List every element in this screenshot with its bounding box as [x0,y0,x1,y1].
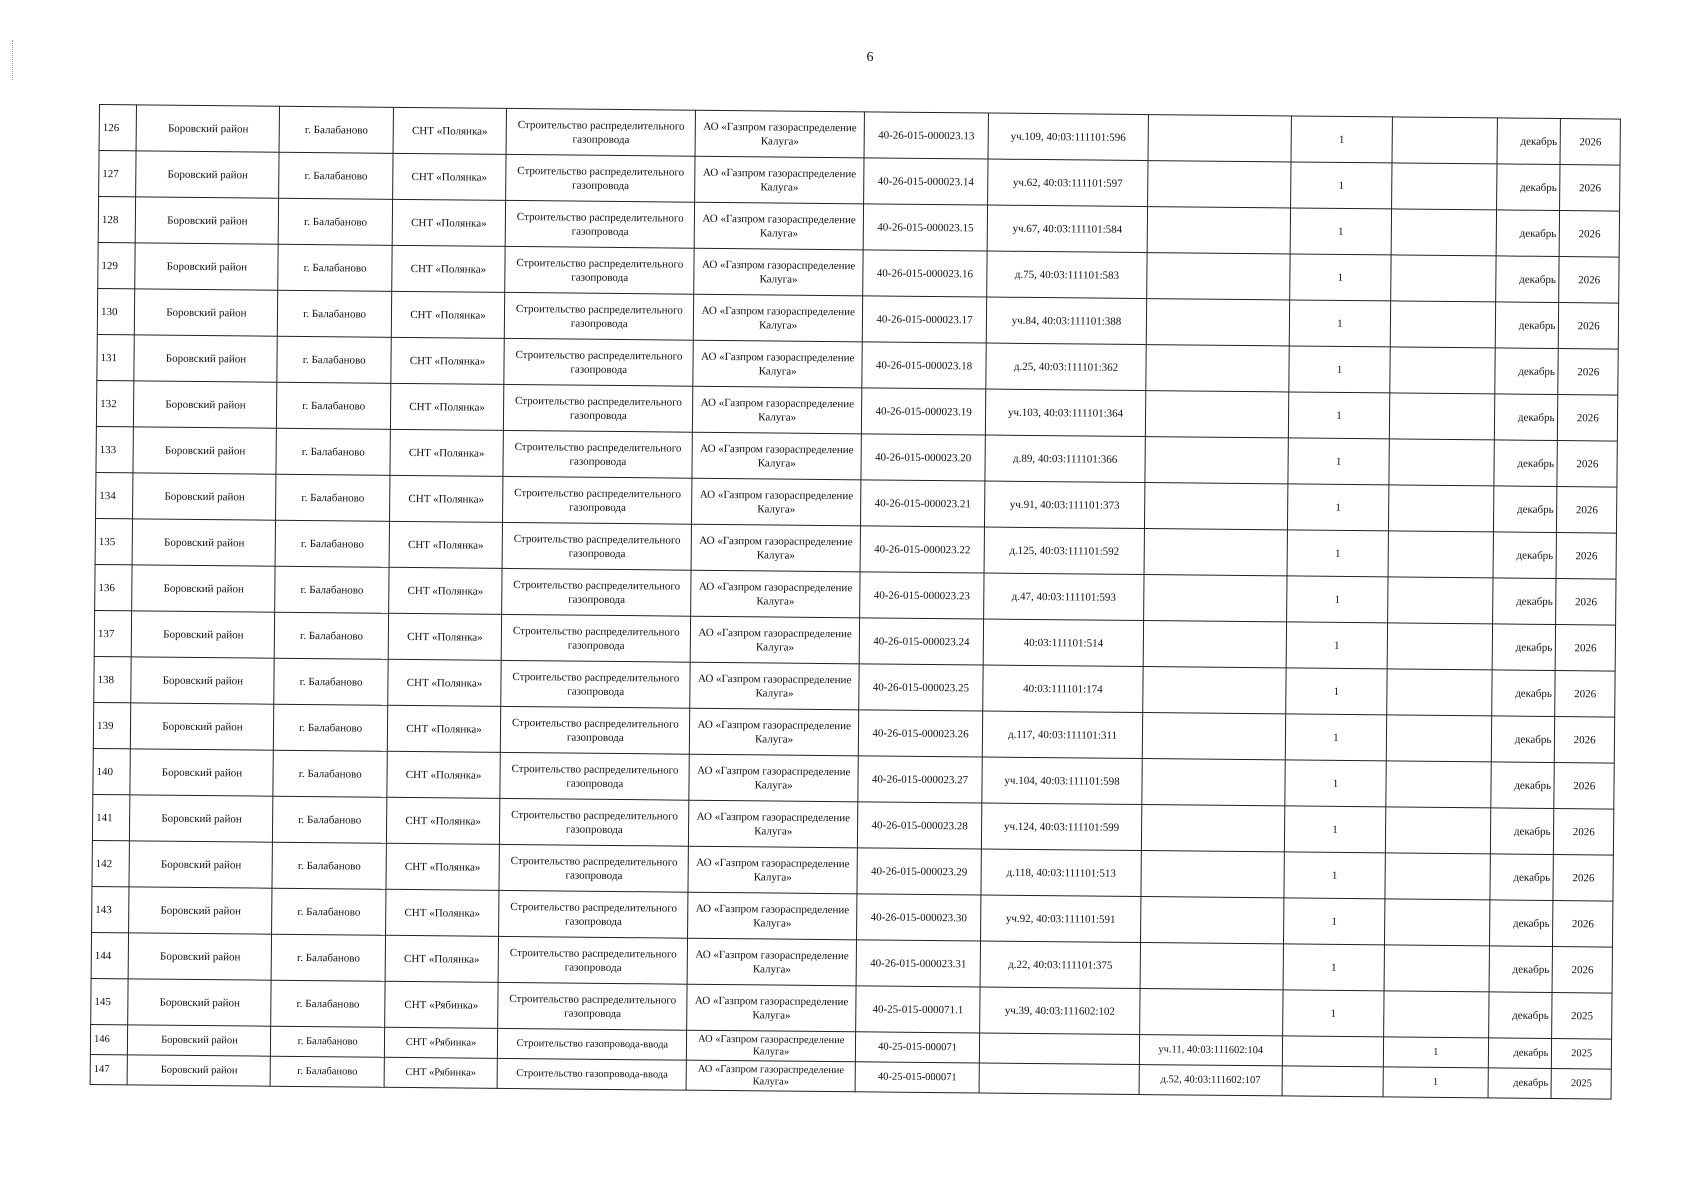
year-cell: 2026 [1553,946,1613,993]
address-cell: уч.39, 40:03:111602:102 [980,987,1140,1035]
address-input-cell: уч.11, 40:03:111602:104 [1139,1035,1282,1066]
object-code-cell: 40-26-015-000023.13 [864,112,989,159]
month-cell: декабрь [1490,762,1554,809]
city-cell: г. Балабаново [272,842,386,889]
month-cell: декабрь [1493,532,1557,579]
work-type-cell: Строительство распределительного газопровода [501,614,691,662]
organization-cell: АО «Газпром газораспределение Калуга» [693,340,862,388]
count-input-cell [1388,531,1493,578]
address-cell: 40:03:111101:174 [983,665,1143,713]
address-cell: д.47, 40:03:111101:593 [984,573,1144,621]
district-cell: Боровский район [130,795,273,842]
work-type-cell: Строительство распределительного газопровода [501,660,691,708]
object-code-cell: 40-26-015-000023.30 [856,894,981,941]
year-cell: 2026 [1558,395,1618,442]
count-input-cell [1392,163,1497,210]
organization-cell: АО «Газпром газораспределение Калуга» [691,570,860,618]
snt-cell: СНТ «Полянка» [388,613,502,660]
month-cell: декабрь [1488,1068,1552,1099]
object-code-cell: 40-26-015-000023.28 [857,802,982,849]
row-number: 136 [95,564,133,610]
organization-cell: АО «Газпром газораспределение Калуга» [687,984,856,1032]
organization-cell: АО «Газпром газораспределение Калуга» [692,524,861,572]
year-cell: 2026 [1558,349,1618,396]
row-number: 139 [93,702,131,748]
row-number: 141 [92,794,130,840]
row-number: 145 [91,978,129,1024]
district-cell: Боровский район [136,197,279,244]
month-cell: декабрь [1489,946,1553,993]
work-type-cell: Строительство газопровода-ввода [498,1028,688,1060]
organization-cell: АО «Газпром газораспределение Калуга» [690,662,859,710]
row-number: 127 [99,151,137,197]
organization-cell: АО «Газпром газораспределение Калуга» [693,386,862,434]
work-type-cell: Строительство распределительного газопровода [500,798,690,846]
address-cell: уч.124, 40:03:111101:599 [982,803,1142,851]
count-input-cell [1388,577,1493,624]
month-cell: декабрь [1494,348,1558,395]
year-cell: 2026 [1554,763,1614,810]
work-type-cell: Строительство распределительного газопровода [498,982,688,1030]
object-code-cell: 40-26-015-000023.22 [860,526,985,573]
district-cell: Боровский район [134,381,277,428]
district-cell: Боровский район [132,565,275,612]
work-type-cell: Строительство распределительного газопровода [502,568,692,616]
city-cell: г. Балабаново [273,796,387,843]
address-cell: уч.62, 40:03:111101:597 [988,159,1148,207]
year-cell: 2026 [1560,165,1620,212]
count-cell: 1 [1287,530,1389,577]
object-code-cell: 40-26-015-000023.18 [862,342,987,389]
organization-cell: АО «Газпром газораспределение Калуга» [692,478,861,526]
address-input-cell [1140,897,1283,944]
city-cell: г. Балабаново [276,428,390,475]
address-input-cell [1142,713,1285,760]
object-code-cell: 40-26-015-000023.14 [863,158,988,205]
row-number: 147 [90,1054,128,1084]
year-cell: 2026 [1556,533,1616,580]
object-code-cell: 40-26-015-000023.25 [859,664,984,711]
snt-cell: СНТ «Полянка» [387,705,501,752]
district-cell: Боровский район [136,105,279,152]
address-cell: уч.103, 40:03:111101:364 [986,389,1146,437]
organization-cell: АО «Газпром газораспределение Калуга» [688,846,857,894]
district-cell: Боровский район [130,749,273,796]
work-type-cell: Строительство распределительного газопровода [498,936,688,984]
city-cell: г. Балабаново [272,888,386,935]
address-cell: уч.84, 40:03:111101:388 [986,297,1146,345]
address-input-cell [1141,805,1284,852]
object-code-cell: 40-26-015-000023.23 [859,572,984,619]
snt-cell: СНТ «Полянка» [388,567,502,614]
year-cell: 2026 [1560,119,1620,166]
district-cell: Боровский район [132,519,275,566]
snt-cell: СНТ «Полянка» [387,751,501,798]
row-number: 129 [98,242,136,288]
address-cell: д.22, 40:03:111101:375 [980,941,1140,989]
work-type-cell: Строительство распределительного газопровода [504,292,694,340]
year-cell: 2026 [1557,487,1617,534]
organization-cell: АО «Газпром газораспределение Калуга» [688,938,857,986]
address-input-cell [1144,483,1287,530]
count-cell: 1 [1290,208,1392,255]
month-cell: декабрь [1492,578,1556,625]
snt-cell: СНТ «Рябинка» [384,1057,498,1088]
object-code-cell: 40-25-015-000071 [855,1062,980,1093]
object-code-cell: 40-26-015-000023.21 [860,480,985,527]
count-cell: 1 [1289,300,1391,347]
snt-cell: СНТ «Рябинка» [384,981,498,1028]
row-number: 135 [95,518,133,564]
month-cell: декабрь [1496,164,1560,211]
count-input-cell [1390,347,1495,394]
snt-cell: СНТ «Полянка» [392,245,506,292]
city-cell: г. Балабаново [271,1026,385,1057]
district-cell: Боровский район [128,979,271,1026]
object-code-cell: 40-26-015-000023.31 [856,940,981,987]
city-cell: г. Балабаново [274,658,388,705]
district-cell: Боровский район [129,841,272,888]
organization-cell: АО «Газпром газораспределение Калуга» [692,432,861,480]
month-cell: декабрь [1490,854,1554,901]
year-cell: 2025 [1552,992,1612,1039]
year-cell: 2026 [1555,717,1615,764]
work-type-cell: Строительство распределительного газопровода [499,890,689,938]
object-code-cell: 40-26-015-000023.29 [857,848,982,895]
snt-cell: СНТ «Полянка» [392,153,506,200]
city-cell: г. Балабаново [276,520,390,567]
count-cell: 1 [1283,944,1385,991]
city-cell: г. Балабаново [278,290,392,337]
city-cell: г. Балабаново [279,152,393,199]
count-input-cell [1392,117,1497,164]
count-input-cell [1386,715,1491,762]
address-cell: д.25, 40:03:111101:362 [986,343,1146,391]
address-input-cell [1140,943,1283,990]
address-input-cell [1143,575,1286,622]
address-cell [979,1063,1139,1095]
work-type-cell: Строительство распределительного газопровода [504,338,694,386]
object-code-cell: 40-26-015-000023.17 [862,296,987,343]
organization-cell: АО «Газпром газораспределение Калуга» [694,248,863,296]
district-cell: Боровский район [134,335,277,382]
district-cell: Боровский район [129,933,272,980]
count-input-cell [1385,899,1490,946]
count-input-cell [1385,853,1490,900]
work-type-cell: Строительство распределительного газопровода [500,706,690,754]
organization-cell: АО «Газпром газораспределение Калуга» [694,294,863,342]
district-cell: Боровский район [135,243,278,290]
address-input-cell [1148,115,1291,162]
month-cell: декабрь [1494,394,1558,441]
object-code-cell: 40-26-015-000023.26 [858,710,983,757]
address-cell [980,1033,1140,1065]
month-cell: декабрь [1488,992,1552,1039]
district-cell: Боровский район [133,427,276,474]
month-cell: декабрь [1495,302,1559,349]
year-cell: 2025 [1552,1038,1612,1069]
count-input-cell [1389,485,1494,532]
district-cell: Боровский район [132,611,275,658]
address-input-cell: д.52, 40:03:111602:107 [1139,1065,1282,1096]
object-code-cell: 40-26-015-000023.24 [859,618,984,665]
work-type-cell: Строительство распределительного газопровода [502,522,692,570]
address-cell: 40:03:111101:514 [983,619,1143,667]
count-cell: 1 [1291,116,1393,163]
row-number: 130 [97,288,135,334]
count-cell: 1 [1289,346,1391,393]
organization-cell: АО «Газпром газораспределение Калуга» [687,1060,856,1092]
year-cell: 2025 [1552,1068,1612,1099]
row-number: 128 [98,197,136,243]
count-input-cell [1390,301,1495,348]
snt-cell: СНТ «Полянка» [386,797,500,844]
city-cell: г. Балабаново [278,244,392,291]
snt-cell: СНТ «Полянка» [388,659,502,706]
row-number: 137 [94,610,132,656]
address-cell: уч.109, 40:03:111101:596 [988,113,1148,161]
row-number: 143 [92,886,130,932]
row-number: 132 [96,380,134,426]
address-input-cell [1142,759,1285,806]
city-cell: г. Балабаново [277,382,391,429]
row-number: 126 [99,105,137,151]
address-cell: д.117, 40:03:111101:311 [982,711,1142,759]
address-cell: д.89, 40:03:111101:366 [985,435,1145,483]
row-number: 138 [94,656,132,702]
row-number: 142 [92,840,130,886]
city-cell: г. Балабаново [272,934,386,981]
city-cell: г. Балабаново [271,980,385,1027]
city-cell: г. Балабаново [271,1056,385,1087]
address-input-cell [1147,207,1290,254]
district-cell: Боровский район [133,473,276,520]
city-cell: г. Балабаново [273,750,387,797]
address-input-cell [1145,437,1288,484]
count-cell: 1 [1288,392,1390,439]
snt-cell: СНТ «Рябинка» [384,1027,498,1058]
city-cell: г. Балабаново [274,704,388,751]
month-cell: декабрь [1492,624,1556,671]
address-cell: уч.67, 40:03:111101:584 [987,205,1147,253]
count-input-cell [1391,255,1496,302]
snt-cell: СНТ «Полянка» [391,337,505,384]
count-cell: 1 [1285,760,1387,807]
count-cell: 1 [1282,990,1384,1037]
city-cell: г. Балабаново [277,336,391,383]
city-cell: г. Балабаново [279,198,393,245]
snt-cell: СНТ «Полянка» [385,889,499,936]
count-input-cell [1386,761,1491,808]
year-cell: 2026 [1559,257,1619,304]
month-cell: декабрь [1488,1038,1552,1069]
object-code-cell: 40-26-015-000023.20 [861,434,986,481]
count-cell: 1 [1287,484,1389,531]
work-type-cell: Строительство газопровода-ввода [497,1058,687,1090]
address-cell: д.75, 40:03:111101:583 [987,251,1147,299]
row-number: 133 [96,426,134,472]
year-cell: 2026 [1559,303,1619,350]
work-type-cell: Строительство распределительного газопровода [499,844,689,892]
address-input-cell [1146,299,1289,346]
month-cell: декабрь [1496,210,1560,257]
snt-cell: СНТ «Полянка» [389,521,503,568]
count-input-cell [1384,945,1489,992]
address-input-cell [1147,161,1290,208]
count-input-cell: 1 [1383,1037,1488,1068]
snt-cell: СНТ «Полянка» [386,843,500,890]
year-cell: 2026 [1553,900,1613,947]
organization-cell: АО «Газпром газораспределение Калуга» [689,800,858,848]
organization-cell: АО «Газпром газораспределение Калуга» [696,110,865,158]
gasification-table [90,104,1621,1100]
address-input-cell [1143,621,1286,668]
count-cell [1282,1066,1384,1097]
district-cell: Боровский район [127,1055,270,1086]
snt-cell: СНТ «Полянка» [391,291,505,338]
count-cell [1282,1036,1384,1067]
district-cell: Боровский район [131,703,274,750]
month-cell: декабрь [1495,256,1559,303]
row-number: 146 [90,1024,128,1054]
address-cell: д.118, 40:03:111101:513 [981,849,1141,897]
count-cell: 1 [1286,622,1388,669]
count-cell: 1 [1284,806,1386,853]
district-cell: Боровский район [129,887,272,934]
count-cell: 1 [1290,162,1392,209]
count-cell: 1 [1283,898,1385,945]
work-type-cell: Строительство распределительного газопровода [504,384,694,432]
row-number: 144 [91,932,129,978]
city-cell: г. Балабаново [275,612,389,659]
count-cell: 1 [1290,254,1392,301]
month-cell: декабрь [1493,486,1557,533]
snt-cell: СНТ «Полянка» [389,475,503,522]
organization-cell: АО «Газпром газораспределение Калуга» [688,892,857,940]
organization-cell: АО «Газпром газораспределение Калуга» [687,1030,856,1062]
count-input-cell [1387,623,1492,670]
row-number: 134 [96,472,134,518]
city-cell: г. Балабаново [276,474,390,521]
object-code-cell: 40-26-015-000023.19 [861,388,986,435]
month-cell: декабрь [1494,440,1558,487]
work-type-cell: Строительство распределительного газопровода [500,752,690,800]
year-cell: 2026 [1557,441,1617,488]
count-input-cell: 1 [1383,1067,1488,1098]
snt-cell: СНТ «Полянка» [390,429,504,476]
address-cell: уч.91, 40:03:111101:373 [985,481,1145,529]
address-input-cell [1145,391,1288,438]
city-cell: г. Балабаново [280,106,394,153]
count-input-cell [1389,439,1494,486]
snt-cell: СНТ «Полянка» [392,199,506,246]
month-cell: декабрь [1491,716,1555,763]
work-type-cell: Строительство распределительного газопровода [503,430,693,478]
work-type-cell: Строительство распределительного газопровода [506,154,696,202]
count-input-cell [1384,991,1489,1038]
month-cell: декабрь [1490,808,1554,855]
year-cell: 2026 [1556,579,1616,626]
address-cell: д.125, 40:03:111101:592 [984,527,1144,575]
organization-cell: АО «Газпром газораспределение Калуга» [691,616,860,664]
object-code-cell: 40-25-015-000071 [855,1032,980,1063]
year-cell: 2026 [1556,625,1616,672]
organization-cell: АО «Газпром газораспределение Калуга» [695,156,864,204]
organization-cell: АО «Газпром газораспределение Калуга» [695,202,864,250]
year-cell: 2026 [1555,671,1615,718]
work-type-cell: Строительство распределительного газопровода [505,246,695,294]
row-number: 140 [93,748,131,794]
address-input-cell [1146,253,1289,300]
count-input-cell [1389,393,1494,440]
count-cell: 1 [1288,438,1390,485]
snt-cell: СНТ «Полянка» [385,935,499,982]
year-cell: 2026 [1554,809,1614,856]
address-cell: уч.92, 40:03:111101:591 [981,895,1141,943]
work-type-cell: Строительство распределительного газопровода [506,108,696,156]
count-input-cell [1387,669,1492,716]
page-number: 6 [866,50,874,65]
address-input-cell [1146,345,1289,392]
count-cell: 1 [1286,668,1388,715]
organization-cell: АО «Газпром газораспределение Калуга» [690,708,859,756]
count-input-cell [1391,209,1496,256]
work-type-cell: Строительство распределительного газопровода [505,200,695,248]
year-cell: 2026 [1553,854,1613,901]
city-cell: г. Балабаново [275,566,389,613]
month-cell: декабрь [1491,670,1555,717]
address-input-cell [1141,851,1284,898]
object-code-cell: 40-25-015-000071.1 [855,986,980,1033]
count-cell: 1 [1286,576,1388,623]
row-number: 131 [97,334,135,380]
address-cell: уч.104, 40:03:111101:598 [982,757,1142,805]
count-cell: 1 [1285,714,1387,761]
address-input-cell [1144,529,1287,576]
work-type-cell: Строительство распределительного газопровода [503,476,693,524]
object-code-cell: 40-26-015-000023.15 [863,204,988,251]
organization-cell: АО «Газпром газораспределение Калуга» [689,754,858,802]
month-cell: декабрь [1489,900,1553,947]
year-cell: 2026 [1560,211,1620,258]
snt-cell: СНТ «Полянка» [390,383,504,430]
address-input-cell [1139,989,1282,1036]
district-cell: Боровский район [136,151,279,198]
count-input-cell [1385,807,1490,854]
district-cell: Боровский район [135,289,278,336]
address-input-cell [1143,667,1286,714]
object-code-cell: 40-26-015-000023.16 [863,250,988,297]
district-cell: Боровский район [128,1025,271,1056]
snt-cell: СНТ «Полянка» [393,107,507,154]
district-cell: Боровский район [131,657,274,704]
object-code-cell: 40-26-015-000023.27 [858,756,983,803]
month-cell: декабрь [1497,118,1561,165]
count-cell: 1 [1284,852,1386,899]
